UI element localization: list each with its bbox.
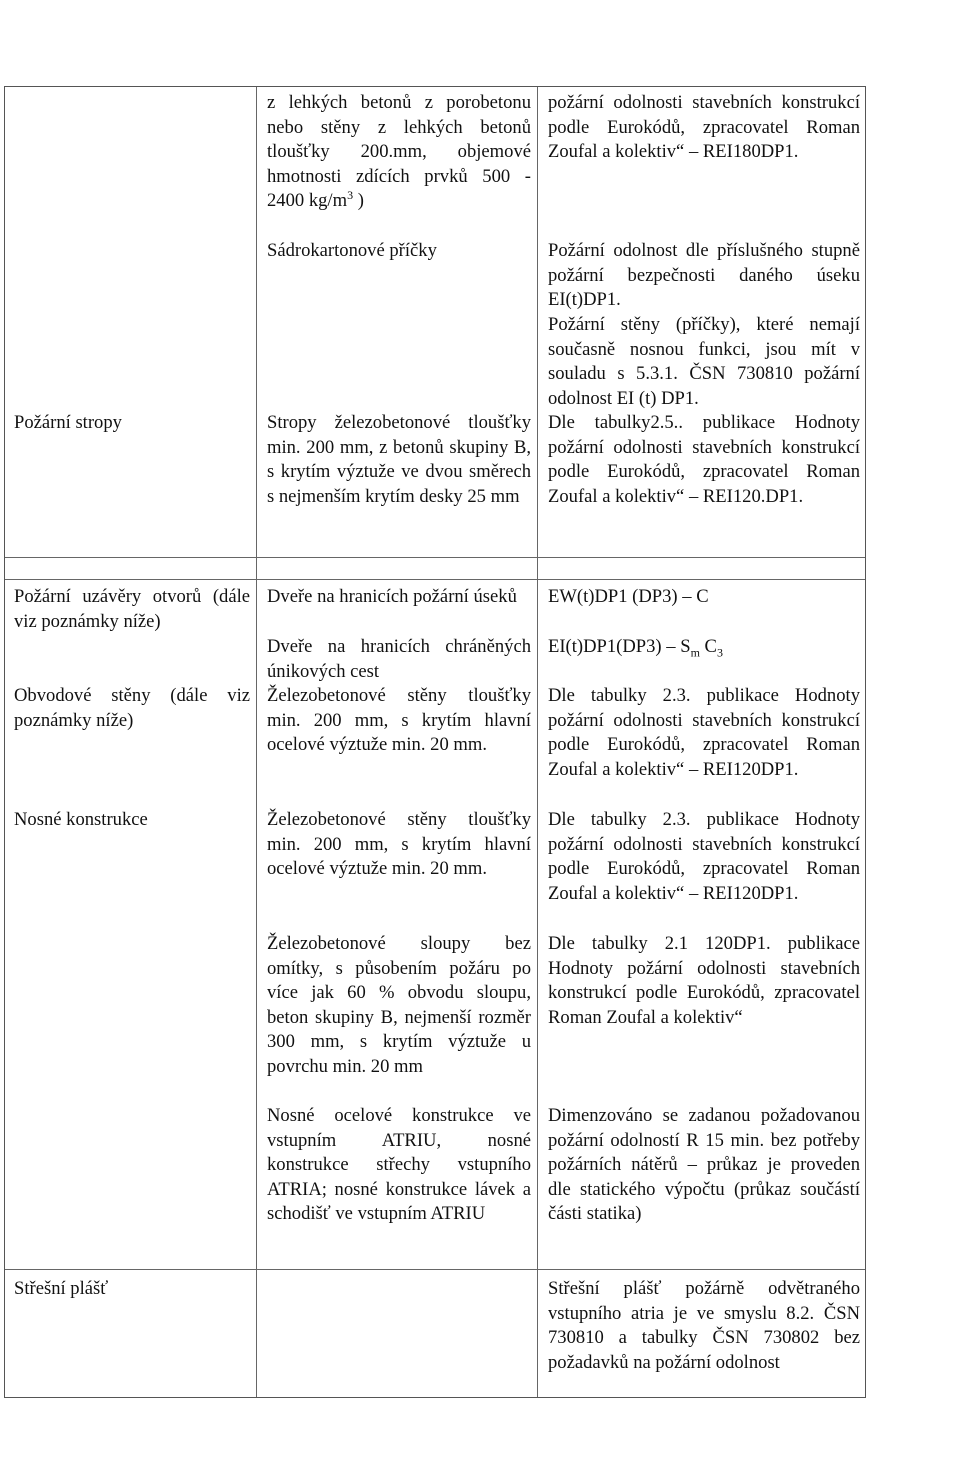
ceilings-resistance: Dle tabulky2.5.. publikace Hodnoty požární odolnosti stavebních konstrukcí podle Eurokódů, zpracovatel Roman Zoufal a kolektiv“ – REI120.DP1. [548,412,860,507]
perimeter-walls-label: Obvodové stěny (dále viz poznámky níže) [14,685,250,731]
partitions-description: Sádrokartonové příčky [267,240,437,261]
fire-resistance-table [4,86,866,1398]
column-divider-1 [256,87,257,1397]
closures-label: Požární uzávěry otvorů (dále viz poznámky níže) [14,586,250,632]
load-bearing-label: Nosné konstrukce [14,809,148,830]
row-divider [5,557,865,558]
roof-resistance: Střešní plášť požárně odvětraného vstupního atria je ve smyslu 8.2. ČSN 730810 a tabulky ČSN 730802 bez požadavků na požární odolnost [548,1278,860,1373]
fire-walls-resistance: Požární stěny (příčky), které nemají současně nosnou funkci, jsou mít v souladu s 5.3.1. ČSN 730810 požární odolnost EI (t) DP1. [548,314,860,409]
load-bearing-walls-resistance: Dle tabulky 2.3. publikace Hodnoty požární odolnosti stavebních konstrukcí podle Eurokódů, zpracovatel Roman Zoufal a kolektiv“ – REI120DP1. [548,809,860,904]
roof-label: Střešní plášť [14,1278,109,1299]
row-divider [5,579,865,580]
light-concrete-walls-description: z lehkých betonů z porobetonu nebo stěny z lehkých betonů tloušťky 200.mm, objemové hmotnosti zdících prvků 500 - 2400 $kg/m^3$ ) [267,92,531,212]
escape-route-doors-description: Dveře na hranicích chráněných únikových cest [267,636,531,682]
ceilings-label: Požární stropy [14,412,122,433]
closures-doors-resistance: EW(t)DP1 (DP3) – C [548,586,709,607]
columns-resistance: Dle tabulky 2.1 120DP1. publikace Hodnoty požární odolnosti stavebních konstrukcí podle Eurokódů, zpracovatel Roman Zoufal a kolektiv“ [548,933,860,1028]
closures-doors-description: Dveře na hranicích požární úseků [267,586,517,607]
perimeter-walls-description: Železobetonové stěny tloušťky min. 200 mm, s krytím hlavní ocelové výztuže min. 20 mm. [267,685,531,756]
steel-structures-description: Nosné ocelové konstrukce ve vstupním ATRIU, nosné konstrukce střechy vstupního ATRIA; nosné konstrukce lávek a schodišť ve vstupním ATRIU [267,1105,531,1225]
load-bearing-walls-description: Železobetonové stěny tloušťky min. 200 mm, s krytím hlavní ocelové výztuže min. 20 mm. [267,809,531,880]
steel-structures-resistance: Dimenzováno se zadanou požadovanou požární odolností R 15 min. bez potřeby požárních nátěrů – průkaz je proveden dle statického výpočtu (průkaz součástí části statika) [548,1105,860,1225]
column-divider-2 [537,87,538,1397]
escape-route-doors-resistance: $EI(t)DP1(DP3) - S_m$ $C_3$ [548,636,723,660]
ceilings-description: Stropy železobetonové tloušťky min. 200 mm, z betonů skupiny B, s krytím výztuže ve dvou směrech s nejmenším krytím desky 25 mm [267,412,531,507]
light-concrete-walls-resistance: požární odolnosti stavebních konstrukcí podle Eurokódů, zpracovatel Roman Zoufal a kolektiv“ – REI180DP1. [548,92,860,163]
partitions-resistance: Požární odolnost dle příslušného stupně požární bezpečnosti daného úseku EI(t)DP1. [548,240,860,311]
row-divider [5,1269,865,1270]
columns-description: Železobetonové sloupy bez omítky, s působením požáru po více jak 60 % obvodu sloupu, beton skupiny B, nejmenší rozměr 300 mm, s krytím výztuže u povrchu min. 20 mm [267,933,531,1077]
perimeter-walls-resistance: Dle tabulky 2.3. publikace Hodnoty požární odolnosti stavebních konstrukcí podle Eurokódů, zpracovatel Roman Zoufal a kolektiv“ – REI120DP1. [548,685,860,780]
